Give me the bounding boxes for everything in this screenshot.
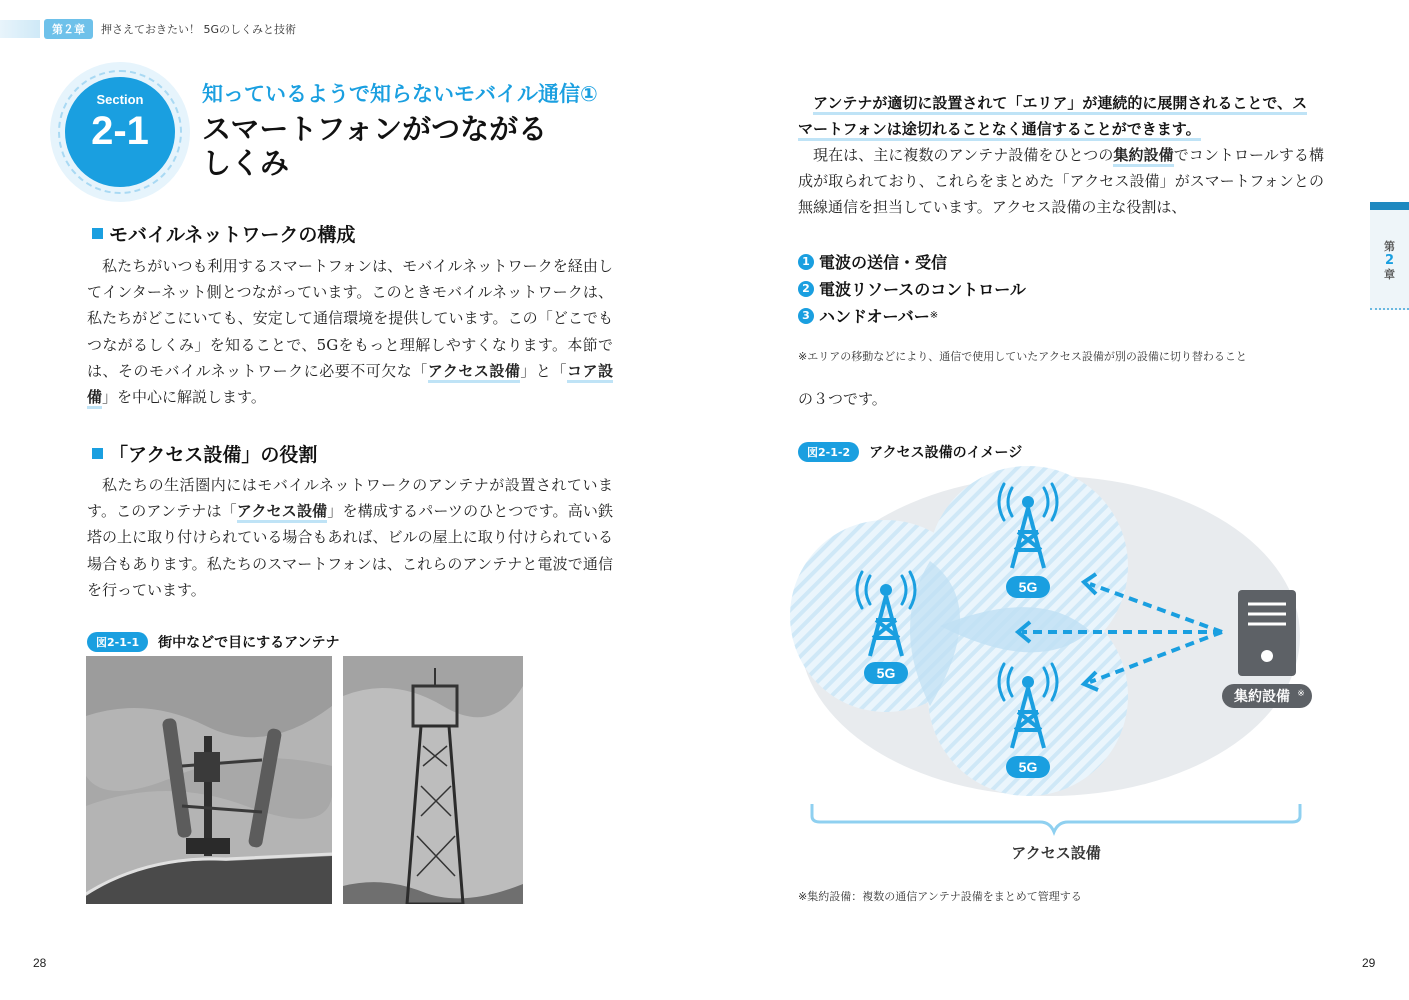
lead-line1: アンテナが適切に設置されて「エリア」が連続的に展開されることで、ス (813, 94, 1307, 115)
figure2-caption (798, 442, 1022, 462)
rooftop-antenna-illustration (86, 656, 332, 904)
para1-text2: 」と「 (520, 361, 567, 380)
paragraph-three-roles: の３つです。 (798, 390, 887, 408)
figure2-title: アクセス設備のイメージ (869, 445, 1023, 461)
para3-text2: でコントロールする構成が取られており、これらをまとめた「アクセス設備」がスマートフォンとの無線通信を担当しています。アクセス設備の主な役割は、 (798, 146, 1324, 217)
heading-mobile-network (92, 220, 355, 247)
number-1-icon: 1 (798, 254, 814, 270)
server-icon (1238, 590, 1296, 676)
lead-line2: マートフォンは途切れることなく通信することができます。 (798, 120, 1201, 141)
footnote-handover: ※エリアの移動などにより、通信で使用していたアクセス設備が別の設備に切り替わること (798, 350, 1247, 363)
figure1-caption (87, 632, 340, 652)
page-number-right: 29 (1362, 956, 1376, 970)
role-item-2 (798, 275, 1026, 302)
footnote-aggregation: ※集約設備：複数の通信アンテナ設備をまとめて管理する (798, 890, 1082, 903)
chapter-tab-number: 2 (1384, 253, 1395, 268)
figure2-number: 図2-1-2 (798, 442, 859, 462)
section-title-line1: スマートフォンがつながる (202, 112, 548, 146)
paragraph-access-role (87, 472, 613, 603)
roles-list (798, 248, 1026, 329)
footnote-mark: ※ (929, 310, 939, 321)
heading-square-icon (92, 448, 103, 459)
steel-tower-illustration (343, 656, 523, 904)
role-label-2: 電波リソースのコントロール (819, 280, 1026, 299)
keyword-core-equipment: コア設備 (87, 362, 613, 409)
section-label: Section (96, 92, 144, 107)
antenna-bottom-label: 5G (1018, 759, 1038, 775)
server-label: 集約設備 (1234, 689, 1290, 705)
chapter-tab-char3: 章 (1384, 268, 1395, 281)
access-equipment-diagram (790, 466, 1320, 870)
section-subtitle: 知っているようで知らないモバイル通信① (202, 82, 598, 106)
running-title: 押さえておきたい！ 5Gのしくみと技術 (101, 23, 297, 36)
running-head (0, 20, 296, 38)
paragraph-aggregation (798, 142, 1324, 221)
server-footnote-mark: ※ (1297, 689, 1305, 699)
running-head-bar (0, 20, 40, 38)
role-label-3: ハンドオーバー (819, 307, 930, 326)
keyword-access-equipment-2: アクセス設備 (237, 502, 328, 523)
steel-tower-photo (343, 656, 523, 904)
para1-text1: 私たちがいつも利用するスマートフォンは、モバイルネットワークを経由してインターネット側とつながっています。このときモバイルネットワークは、私たちがどこにいても、安定して通信環境を提供しています。この「どこでもつながるしくみ」を知ることで、5Gをもっと理解しやすくなります。本節では、そのモバイルネットワークに必要不可欠な「 (87, 257, 613, 380)
figure1-number: 図2-1-1 (87, 632, 148, 652)
figure1-title: 街中などで目にするアンテナ (158, 635, 340, 651)
access-brace (812, 804, 1300, 832)
para2-text2: 」を構成するパーツのひとつです。高い鉄塔の上に取り付けられている場合もあれば、ビルの屋上に取り付けられている場合もあります。私たちのスマートフォンは、これらのアンテナと電波で通信を行っています。 (87, 502, 614, 599)
chapter-badge: 第２章 (44, 19, 93, 39)
section-title-line2: しくみ (202, 146, 290, 180)
number-3-icon: 3 (798, 308, 814, 324)
section-number: 2-1 (91, 109, 149, 153)
section-title (202, 112, 602, 180)
role-item-1 (798, 248, 1026, 275)
para2-text1: 私たちの生活圏内にはモバイルネットワークのアンテナが設置されています。このアンテナは「 (87, 476, 613, 521)
chapter-tab (1370, 202, 1409, 310)
section-badge-inner (65, 77, 175, 187)
keyword-access-equipment: アクセス設備 (428, 362, 521, 383)
role-item-3 (798, 302, 1026, 329)
access-brace-label: アクセス設備 (1011, 844, 1101, 862)
heading-mobile-network-text: モバイルネットワークの構成 (109, 224, 356, 246)
chapter-tab-char1: 第 (1384, 240, 1395, 253)
antenna-left-label: 5G (876, 665, 896, 681)
page-number-left: 28 (33, 956, 47, 970)
antenna-top-label: 5G (1018, 579, 1038, 595)
para3-text1: 現在は、主に複数のアンテナ設備をひとつの (813, 146, 1114, 164)
para1-text3: 」を中心に解説します。 (102, 388, 266, 407)
access-equipment-svg (790, 466, 1320, 866)
keyword-aggregation-equipment: 集約設備 (1113, 146, 1173, 167)
heading-access-role (92, 440, 317, 467)
section-badge (50, 62, 190, 202)
role-label-1: 電波の送信・受信 (819, 253, 948, 272)
heading-access-role-text: 「アクセス設備」の役割 (109, 444, 318, 466)
lead-paragraph (798, 90, 1328, 142)
heading-square-icon (92, 228, 103, 239)
rooftop-antenna-photo (86, 656, 332, 904)
paragraph-mobile-network (87, 253, 613, 410)
number-2-icon: 2 (798, 281, 814, 297)
